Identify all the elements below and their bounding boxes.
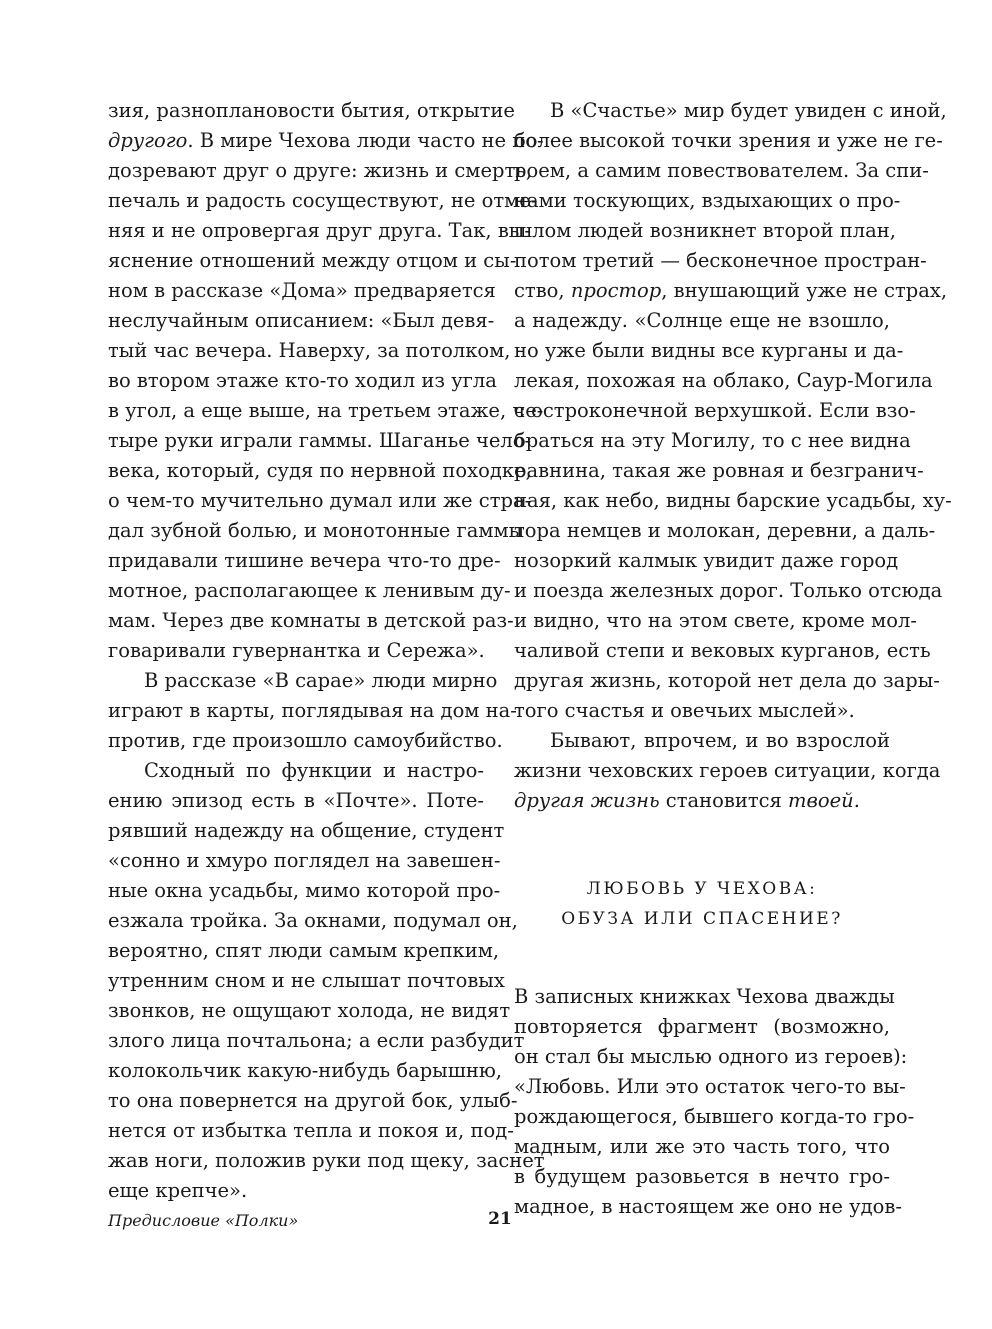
text-segment: , внушающий уже не страх, bbox=[661, 279, 948, 302]
text-line: печаль и радость сосуществуют, не отме- bbox=[108, 189, 538, 212]
text-line: зия, разноплановости бытия, открытие bbox=[108, 99, 515, 122]
paragraph bbox=[514, 96, 952, 726]
paragraph bbox=[108, 756, 545, 1206]
text-line: В записных книжках Чехова дважды bbox=[514, 985, 895, 1008]
text-line: злого лица почтальона; а если разбудит bbox=[108, 1029, 525, 1052]
text-line: нами тоскующих, вздыхающих о про- bbox=[514, 189, 901, 212]
text-line: В рассказе «В сарае» люди мирно bbox=[144, 669, 498, 692]
text-line: повторяется фрагмент (возможно, bbox=[514, 1015, 890, 1038]
page-number: 21 bbox=[488, 1209, 512, 1229]
text-line: играют в карты, поглядывая на дом на- bbox=[108, 699, 517, 722]
text-line: мам. Через две комнаты в детской раз- bbox=[108, 609, 514, 632]
text-line: Сходный по функции и настро- bbox=[144, 759, 484, 782]
text-line: более высокой точки зрения и уже не ге- bbox=[514, 129, 943, 152]
text-line: дал зубной болью, и монотонные гаммы bbox=[108, 519, 525, 542]
text-line: в будущем разовьется в нечто гро- bbox=[514, 1165, 890, 1188]
text-line: говаривали гувернантка и Сережа». bbox=[108, 639, 485, 662]
paragraph bbox=[108, 666, 517, 756]
text-line: потом третий — бесконечное простран- bbox=[514, 249, 927, 272]
text-line: а надежду. «Солнце еще не взошло, bbox=[514, 309, 890, 332]
text-line: с остроконечной верхушкой. Если взо- bbox=[514, 399, 916, 422]
text-line: и поезда железных дорог. Только отсюда bbox=[514, 579, 943, 602]
text-line: нозоркий калмык увидит даже город bbox=[514, 549, 899, 572]
text-segment: ство, bbox=[514, 279, 571, 302]
text-line: В «Счастье» мир будет увиден с иной, bbox=[550, 99, 947, 122]
text-line: колокольчик какую-нибудь барышню, bbox=[108, 1059, 502, 1082]
text-line: езжала тройка. За окнами, подумал он, bbox=[108, 909, 518, 932]
text-line: браться на эту Могилу, то с нее видна bbox=[514, 429, 911, 452]
right-column bbox=[514, 96, 952, 1222]
text-line: то она повернется на другой бок, улыб- bbox=[108, 1089, 518, 1112]
text-segment: становится bbox=[659, 789, 789, 812]
left-column bbox=[108, 96, 545, 1206]
text-line bbox=[514, 786, 890, 816]
text-segment: . bbox=[853, 789, 860, 812]
text-line bbox=[108, 126, 544, 156]
text-line: тора немцев и молокан, деревни, а даль- bbox=[514, 519, 936, 542]
text-line: и видно, что на этом свете, кроме мол- bbox=[514, 609, 917, 632]
text-line bbox=[514, 276, 948, 306]
text-line: тыре руки играли гаммы. Шаганье чело- bbox=[108, 429, 532, 452]
text-line: чаливой степи и вековых курганов, есть bbox=[514, 639, 931, 662]
text-line: Бывают, впрочем, и во взрослой bbox=[550, 729, 890, 752]
text-line: неслучайным описанием: «Был девя- bbox=[108, 309, 495, 332]
text-line: ению эпизод есть в «Почте». Поте- bbox=[108, 789, 484, 812]
text-line: яснение отношений между отцом и сы- bbox=[108, 249, 517, 272]
text-line: во втором этаже кто-то ходил из угла bbox=[108, 369, 497, 392]
section-heading-line: ОБУЗА ИЛИ СПАСЕНИЕ? bbox=[561, 909, 843, 929]
paragraph bbox=[514, 726, 941, 816]
text-line: того счастья и овечьих мыслей». bbox=[514, 699, 855, 722]
text-line: рождающегося, бывшего когда-то гро- bbox=[514, 1105, 915, 1128]
section-heading bbox=[514, 874, 890, 934]
text-line: ном в рассказе «Дома» предваряется bbox=[108, 279, 496, 302]
text-segment: . В мире Чехова люди часто не по- bbox=[187, 129, 544, 152]
italic-term: твоей bbox=[788, 789, 854, 812]
text-line: мадное, в настоящем же оно не удов- bbox=[514, 1195, 902, 1218]
italic-term: другого bbox=[108, 129, 188, 152]
section-heading-line: ЛЮБОВЬ У ЧЕХОВА: bbox=[586, 879, 818, 899]
text-line: вероятно, спят люди самым крепким, bbox=[108, 939, 500, 962]
text-line: роем, а самим повествователем. За спи- bbox=[514, 159, 929, 182]
text-line: рявший надежду на общение, студент bbox=[108, 819, 505, 842]
text-line: придавали тишине вечера что-то дре- bbox=[108, 549, 501, 572]
text-line: «сонно и хмуро поглядел на завешен- bbox=[108, 849, 501, 872]
text-line: ные окна усадьбы, мимо которой про- bbox=[108, 879, 501, 902]
text-line: ная, как небо, видны барские усадьбы, ху- bbox=[514, 489, 952, 512]
text-line: в угол, а еще выше, на третьем этаже, че- bbox=[108, 399, 544, 422]
text-line: он стал бы мыслью одного из героев): bbox=[514, 1045, 908, 1068]
text-line: нется от избытка тепла и покоя и, под- bbox=[108, 1119, 514, 1142]
text-line: века, который, судя по нервной походке, bbox=[108, 459, 532, 482]
text-line: жизни чеховских героев ситуации, когда bbox=[514, 759, 941, 782]
text-line: еще крепче». bbox=[108, 1179, 248, 1202]
running-title: Предисловие «Полки» bbox=[108, 1211, 299, 1230]
text-line: другая жизнь, которой нет дела до зары- bbox=[514, 669, 940, 692]
text-line: мадным, или же это часть того, что bbox=[514, 1135, 890, 1158]
text-line: о чем-то мучительно думал или же стра- bbox=[108, 489, 532, 512]
text-line: против, где произошло самоубийство. bbox=[108, 729, 503, 752]
text-line: дозревают друг о друге: жизнь и смерть, bbox=[108, 159, 533, 182]
text-line: утренним сном и не слышат почтовых bbox=[108, 969, 505, 992]
text-line: но уже были видны все курганы и да- bbox=[514, 339, 904, 362]
italic-term: другая жизнь bbox=[514, 789, 660, 812]
text-line: «Любовь. Или это остаток чего-то вы- bbox=[514, 1075, 906, 1098]
text-line: жав ноги, положив руки под щеку, заснет bbox=[108, 1149, 545, 1172]
text-line: лекая, похожая на облако, Саур-Могила bbox=[514, 369, 933, 392]
text-line: няя и не опровергая друг друга. Так, вы- bbox=[108, 219, 531, 242]
text-line: тый час вечера. Наверху, за потолком, bbox=[108, 339, 511, 362]
text-line: мотное, располагающее к ленивым ду- bbox=[108, 579, 511, 602]
text-line: шлом людей возникнет второй план, bbox=[514, 219, 896, 242]
italic-term: простор bbox=[570, 279, 662, 302]
text-line: равнина, такая же ровная и безгранич- bbox=[514, 459, 924, 482]
paragraph bbox=[514, 982, 915, 1222]
text-line: звонков, не ощущают холода, не видят bbox=[108, 999, 511, 1022]
